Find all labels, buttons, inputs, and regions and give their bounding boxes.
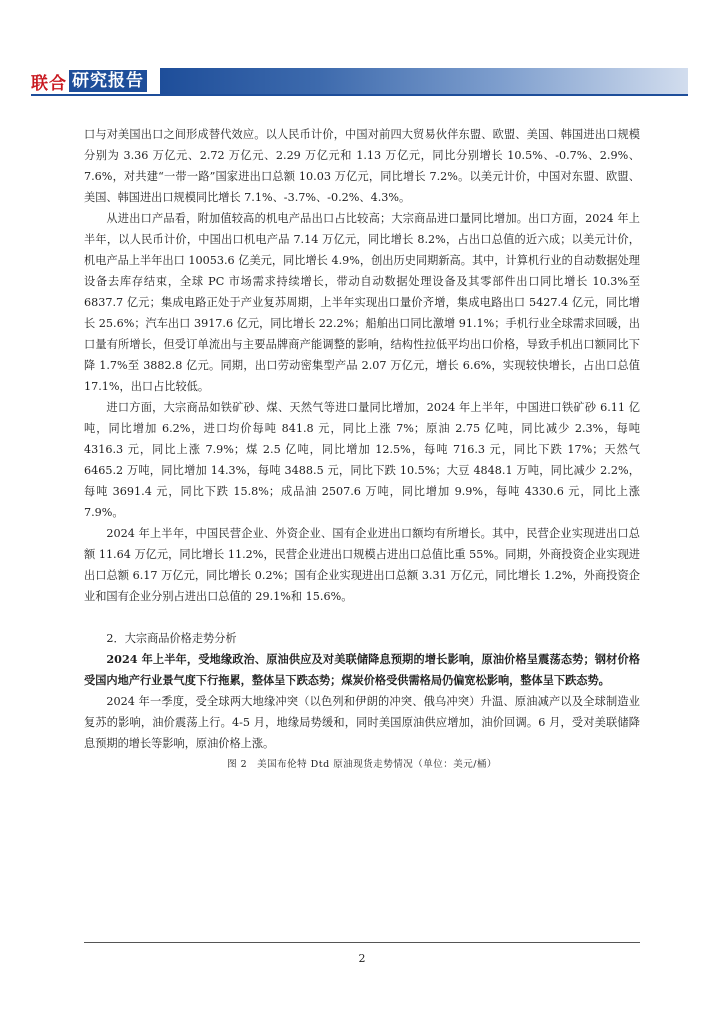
- paragraph-trade-partners: 口与对美国出口之间形成替代效应。以人民币计价，中国对前四大贸易伙伴东盟、欧盟、美国、韩国进出口规模分别为 3.36 万亿元、2.72 万亿元、2.29 万亿元和 1.13 万亿元，同比分别增长 10.5%、-0.7%、2.9%、7.6%，对共建“一带一路”国家进出口总额 10.03 万亿元，同比增长 7.2%。以美元计价，中国对东盟、欧盟、美国、韩国进出口规模同比增长 7.1%、-3.7%、-0.2%、4.3%。: [84, 128, 640, 204]
- section-title: 2．大宗商品价格走势分析: [106, 632, 237, 645]
- figure-caption: 图 2 美国布伦特 Dtd 原油现货走势情况（单位：美元/桶）: [227, 759, 497, 770]
- brand-report-label: 研究报告: [69, 70, 147, 92]
- paragraph-spacer: [84, 607, 640, 628]
- report-header: [0, 66, 724, 96]
- paragraph-import-commodities: 进口方面，大宗商品如铁矿砂、煤、天然气等进口量同比增加，2024 年上半年，中国进口铁矿砂 6.11 亿吨，同比增加 6.2%，进口均价每吨 841.8 元，同比上涨 7%；原油 2.75 亿吨，同比减少 2.3%，每吨 4316.3 元，同比上涨 7.9%；煤 2.5 亿吨，同比增加 12.5%，每吨 716.3 元，同比下跌 17%；天然气 6465.2 万吨，同比增加 14.3%，每吨 3488.5 元，同比下跌 10.5%；大豆 4848.1 万吨，同比减少 2.2%，每吨 3691.4 元，同比下跌 15.8%；成品油 2507.6 万吨，同比增加 9.9%，每吨 4330.6 元，同比上涨 7.9%。: [84, 401, 640, 519]
- brand-logo: [31, 70, 147, 92]
- brand-name: 联合: [31, 73, 67, 94]
- header-gradient-bar: [160, 68, 688, 96]
- paragraph-enterprise-types: 2024 年上半年，中国民营企业、外资企业、国有企业进出口额均有所增长。其中，民营企业实现进出口总额 11.64 万亿元，同比增长 11.2%，民营企业进出口规模占进出口总值比重 55%。同期，外商投资企业实现进出口总额 6.17 万亿元，同比增长 0.2%；国有企业实现进出口总额 3.31 万亿元，同比增长 1.2%，外商投资企业和国有企业分别占进出口总值的 29.1%和 15.6%。: [84, 527, 640, 603]
- paragraph-export-products: 从进出口产品看，附加值较高的机电产品出口占比较高；大宗商品进口量同比增加。出口方面，2024 年上半年，以人民币计价，中国出口机电产品 7.14 万亿元，同比增长 8.2%，占出口总值的近六成；以美元计价，机电产品上半年出口 10053.6 亿美元，同比增长 4.9%，创出历史同期新高。其中，计算机行业的自动数据处理设备去库存结束，全球 PC 市场需求持续增长，带动自动数据处理设备及其零部件出口同比增长 10.3%至 6837.7 亿元；集成电路正处于产业复苏周期，上半年实现出口量价齐增，集成电路出口 5427.4 亿元，同比增长 25.6%；汽车出口 3917.6 亿元，同比增长 22.2%；船舶出口同比激增 91.1%；手机行业全球需求回暖，出口量有所增长，但受订单流出与主要品牌商产能调整的影响，结构性拉低平均出口价格，导致手机出口额同比下降 1.7%至 3882.8 亿元。同期，出口劳动密集型产品 2.07 万亿元，增长 6.6%，实现较快增长，占出口总值 17.1%，出口占比较低。: [84, 212, 640, 393]
- page-number: 2: [358, 952, 366, 965]
- paragraph-oil-price: 2024 年一季度，受全球两大地缘冲突（以色列和伊朗的冲突、俄乌冲突）升温、原油减产以及全球制造业复苏的影响，油价震荡上行。4-5 月，地缘局势缓和，同时美国原油供应增加，油价回调。6 月，受对美联储降息预期的增长等影响，原油价格上涨。: [84, 695, 640, 750]
- footer-rule: [84, 942, 640, 943]
- body-text: [84, 124, 640, 775]
- header-rule: [31, 94, 688, 96]
- section-summary: 2024 年上半年，受地缘政治、原油供应及对美联储降息预期的增长影响，原油价格呈震荡态势；钢材价格受国内地产行业景气度下行拖累，整体呈下跌态势；煤炭价格受供需格局仍偏宽松影响，整体呈下跌态势。: [84, 652, 640, 687]
